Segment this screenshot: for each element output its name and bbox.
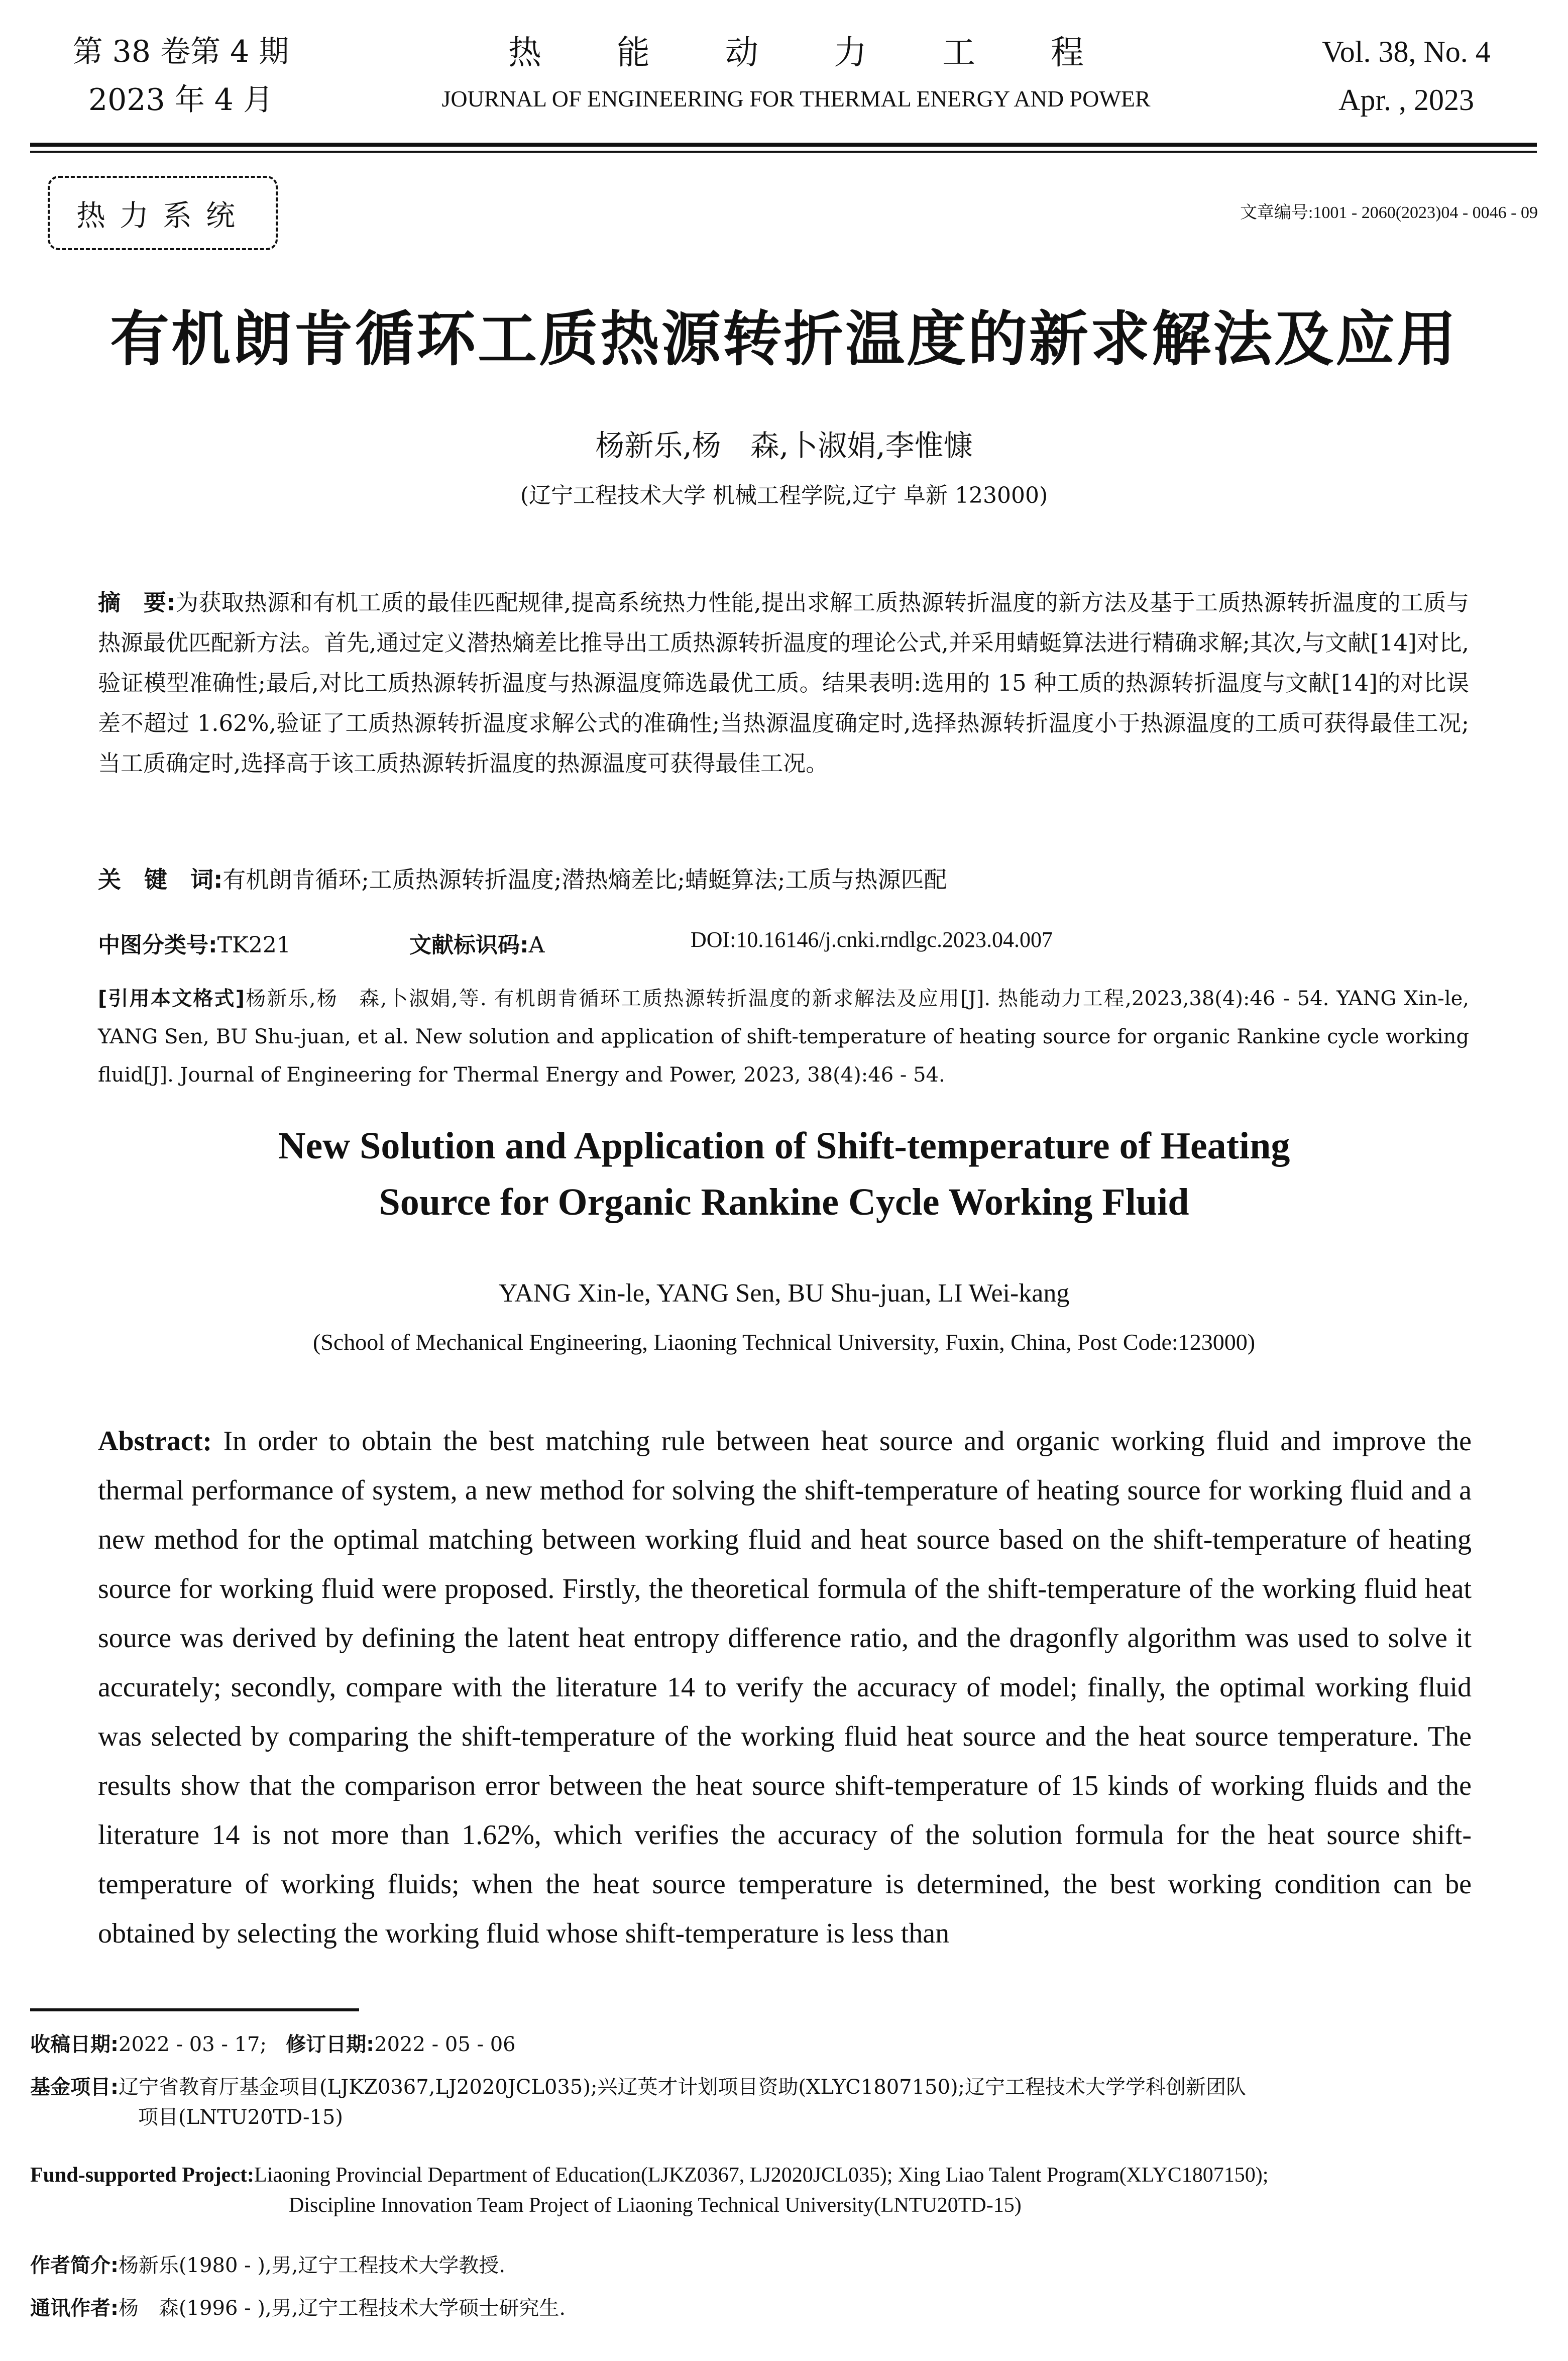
header-rule-thin <box>30 151 1537 153</box>
fund-cn-label: 基金项目: <box>30 2076 119 2099</box>
volume-en: Vol. 38, No. 4 <box>1322 35 1491 68</box>
doc-code-label: 文献标识码: <box>409 932 529 958</box>
abstract-en-label: Abstract: <box>98 1426 212 1457</box>
corresponding-author <box>30 2293 1537 2323</box>
abstract-en <box>98 1417 1472 1958</box>
title-en-line1: New Solution and Application of Shift-temperature of Heating <box>278 1125 1290 1167</box>
received-label: 收稿日期: <box>30 2033 119 2056</box>
fund-en-line2: Discipline Innovation Team Project of Liaoning Technical University(LNTU20TD-15) <box>289 2194 1022 2217</box>
doi[interactable]: DOI:10.16146/j.cnki.rndlgc.2023.04.007 <box>691 927 1053 952</box>
journal-masthead <box>382 28 1210 120</box>
fund-en <box>30 2160 1537 2220</box>
received-value: 2022 - 03 - 17; <box>119 2033 267 2056</box>
doc-code-value: A <box>528 932 545 958</box>
affiliation-cn: (辽宁工程技术大学 机械工程学院,辽宁 阜新 123000) <box>520 483 1048 508</box>
authors-en: YANG Xin-le, YANG Sen, BU Shu-juan, LI Wei-kang <box>498 1279 1070 1308</box>
citation-text: 杨新乐,杨 森,卜淑娟,等. 有机朗肯循环工质热源转折温度的新求解法及应用[J]. 热能动力工程,2023,38(4):46 - 54. YANG Xin-le, YANG Sen, BU Shu-juan, et al. New solution and application of shift-temperature of heating source for organic Rankine cycle working fluid[J]. Journal of Engineering for Thermal Energy and Power, 2023, 38(4):46 - 54. <box>98 987 1469 1087</box>
clc-value: TK221 <box>217 932 291 958</box>
affiliation-en: (School of Mechanical Engineering, Liaoning Technical University, Fuxin, China, Post Code:123000) <box>312 1329 1256 1355</box>
citation-label: [引用本文格式] <box>98 987 245 1010</box>
fund-cn <box>30 2072 1537 2132</box>
keywords-cn-label: 关 键 词: <box>98 866 223 893</box>
title-cn: 有机朗肯循环工质热源转折温度的新求解法及应用 <box>109 304 1458 374</box>
fund-en-line1: Liaoning Provincial Department of Education(LJKZ0367, LJ2020JCL035); Xing Liao Talent Program(XLYC1807150); <box>254 2164 1269 2187</box>
journal-name-en: JOURNAL OF ENGINEERING FOR THERMAL ENERGY AND POWER <box>441 86 1151 112</box>
abstract-cn-label: 摘 要: <box>98 589 176 616</box>
author-bio-label: 作者简介: <box>30 2254 119 2277</box>
revised-label: 修订日期: <box>286 2033 375 2056</box>
section-tag <box>48 176 278 250</box>
abstract-cn <box>98 583 1469 784</box>
section-tag-label: 热力系统 <box>76 198 249 233</box>
journal-name-cn: 热能动力工程 <box>508 33 1159 72</box>
abstract-en-text: In order to obtain the best matching rule between heat source and organic working fluid and improve the thermal performance of system, a new method for solving the shift-temperature of heating source for working fluid and a new method for the optimal matching between working fluid and heat source based on the shift-temperature of heating source for working fluid were proposed. Firstly, the theoretical formula of the shift-temperature of the working fluid heat source was derived by defining the latent heat entropy difference ratio, and the dragonfly algorithm was used to solve it accurately; secondly, compare with the literature 14 to verify the accuracy of model; finally, the optimal working fluid was selected by comparing the shift-temperature of the working fluid heat source and the heat source temperature. The results show that the comparison error between the heat source shift-temperature of 15 kinds of working fluids and the literature 14 is not more than 1.62%, which verifies the accuracy of the solution formula for the heat source shift-temperature of working fluids; when the heat source temperature is determined, the best working condition can be obtained by selecting the working fluid whose shift-temperature is less than <box>98 1426 1472 1949</box>
footnote-rule <box>30 2008 359 2011</box>
title-en <box>0 1118 1568 1230</box>
received-dates <box>30 2029 1537 2060</box>
header-rule-thick <box>30 143 1537 147</box>
fund-cn-line1: 辽宁省教育厅基金项目(LJKZ0367,LJ2020JCL035);兴辽英才计划项目资助(XLYC1807150);辽宁工程技术大学学科创新团队 <box>119 2076 1247 2099</box>
revised-value: 2022 - 05 - 06 <box>374 2033 516 2056</box>
keywords-cn <box>98 862 1469 895</box>
fund-cn-line2: 项目(LNTU20TD-15) <box>138 2106 343 2129</box>
issue-info-en <box>1286 28 1527 124</box>
clc-group <box>98 927 409 959</box>
author-bio <box>30 2250 1537 2281</box>
fund-en-label: Fund-supported Project: <box>30 2164 255 2187</box>
issue-date-en: Apr. , 2023 <box>1338 83 1474 117</box>
clc-label: 中图分类号: <box>98 932 217 958</box>
article-number: 文章编号:1001 - 2060(2023)04 - 0046 - 09 <box>1240 203 1538 222</box>
doc-code-group <box>409 927 691 959</box>
issue-info-cn <box>60 28 301 124</box>
title-en-line2: Source for Organic Rankine Cycle Working Fluid <box>379 1181 1189 1223</box>
classification-line <box>98 927 1469 959</box>
corresponding-label: 通讯作者: <box>30 2297 119 2320</box>
authors-cn: 杨新乐,杨 森,卜淑娟,李惟慷 <box>595 428 973 463</box>
issue-date-cn: 2023 年 4 月 <box>88 82 274 118</box>
abstract-cn-text: 为获取热源和有机工质的最佳匹配规律,提高系统热力性能,提出求解工质热源转折温度的新方法及基于工质热源转折温度的工质与热源最优匹配新方法。首先,通过定义潜热熵差比推导出工质热源转折温度的理论公式,并采用蜻蜓算法进行精确求解;其次,与文献[14]对比,验证模型准确性;最后,对比工质热源转折温度与热源温度筛选最优工质。结果表明:选用的 15 种工质的热源转折温度与文献[14]的对比误差不超过 1.62%,验证了工质热源转折温度求解公式的准确性;当热源温度确定时,选择热源转折温度小于热源温度的工质可获得最佳工况;当工质确定时,选择高于该工质热源转折温度的热源温度可获得最佳工况。 <box>98 589 1469 777</box>
keywords-cn-text: 有机朗肯循环;工质热源转折温度;潜热熵差比;蜻蜓算法;工质与热源匹配 <box>222 866 947 893</box>
author-bio-value: 杨新乐(1980 - ),男,辽宁工程技术大学教授. <box>119 2254 506 2277</box>
citation-format <box>98 980 1469 1094</box>
issue-number-cn: 第 38 卷第 4 期 <box>72 34 289 69</box>
corresponding-value: 杨 森(1996 - ),男,辽宁工程技术大学硕士研究生. <box>119 2297 566 2320</box>
